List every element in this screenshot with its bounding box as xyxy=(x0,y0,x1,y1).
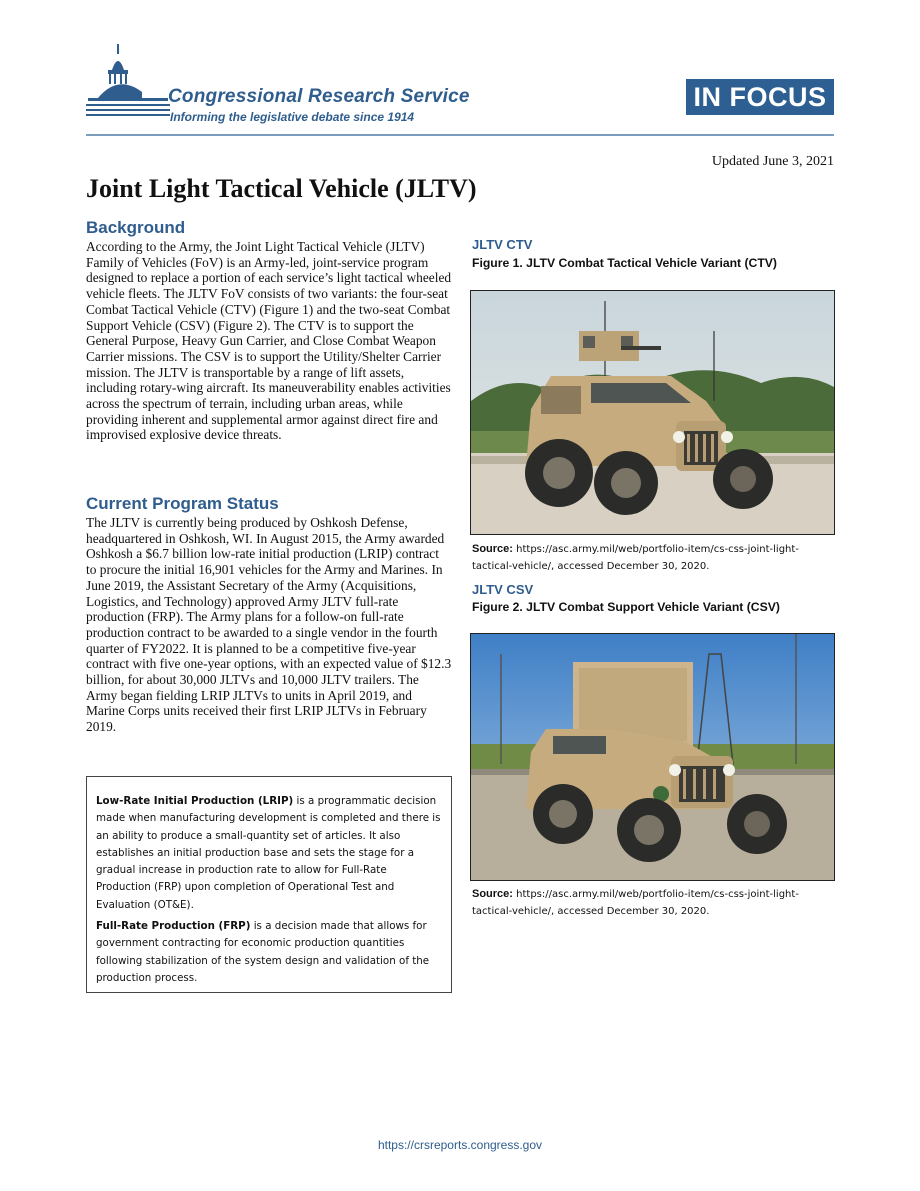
ctv-vehicle-image-icon xyxy=(471,291,834,534)
org-name: Congressional Research Service xyxy=(168,86,470,107)
lrip-text: is a programmatic decision made when manufacturing development is completed and there is an ability to produce a small-quantity set of articles. It also establishes an initial production base and sets the stage for a gradual increase in production rate to allow for Full-Rate Production (FRP) upon completion of Operational Test and Evaluation (OT&E). xyxy=(96,795,441,911)
program-status-paragraph: The JLTV is currently being produced by Oshkosh Defense, headquartered in Oshkosh, WI. In August 2015, the Army awarded Oshkosh a $6.7 billion low-rate initial production (LRIP) contract to procure the initial 16,901 vehicles for the Army and Marines. In June 2019, the Assistant Secretary of the Army (Acquisitions, Logistics, and Technology) approved Army JLTV full-rate production (FRP). The Army plans for a follow-on full-rate production contract to be awarded to a single vendor in the fourth quarter of FY2022. It is planned to be a competitive five-year contract with five one-year options, with an expected value of $12.3 billion, for about 30,000 JLTVs and 10,000 JLTV trailers. The Army began fielding LRIP JLTVs to units in April 2019, and Marine Corps units received their first LRIP JLTVs in February 2019. xyxy=(86,515,452,735)
figure2-source-label: Source: xyxy=(472,888,513,900)
org-tagline: Informing the legislative debate since 1914 xyxy=(170,110,415,124)
frp-definition xyxy=(96,918,444,987)
figure2-source xyxy=(472,886,834,920)
capitol-dome-logo-icon xyxy=(86,40,176,130)
frp-term: Full-Rate Production (FRP) xyxy=(96,920,251,933)
figure2-caption: Figure 2. JLTV Combat Support Vehicle Variant (CSV) xyxy=(472,600,780,614)
background-heading: Background xyxy=(86,218,186,237)
header-divider xyxy=(86,134,834,136)
frp-text: is a decision made that allows for government contracting for economic production quantities following stabilization of the system design and validation of the production process. xyxy=(96,920,430,984)
background-paragraph: According to the Army, the Joint Light Tactical Vehicle (JLTV) Family of Vehicles (FoV) is an Army-led, joint-service program designed to replace a portion of each service’s light tactical wheeled vehicle fleets. The JLTV FoV consists of two variants: the four-seat Combat Tactical Vehicle (CTV) (Figure 1) and the two-seat Combat Support Vehicle (CSV) (Figure 2). The CTV is to support the General Purpose, Heavy Gun Carrier, and Close Combat Weapon Carrier missions. The CSV is to support the Utility/Shelter Carrier mission. The JLTV is transportable by a range of lift assets, including rotary-wing aircraft. Its maneuverability enables activities across the spectrum of terrain, including urban areas, while providing inherent and supplemental armor against direct fire and improvised explosive device threats. xyxy=(86,239,452,443)
definitions-box xyxy=(86,776,452,993)
lrip-term: Low-Rate Initial Production (LRIP) xyxy=(96,795,294,807)
in-focus-badge: IN FOCUS xyxy=(686,79,834,115)
figure2-heading: JLTV CSV xyxy=(472,582,534,597)
csv-vehicle-image-icon xyxy=(471,634,834,880)
figure1-heading: JLTV CTV xyxy=(472,237,533,252)
lrip-definition xyxy=(96,793,444,914)
figure1-caption: Figure 1. JLTV Combat Tactical Vehicle Variant (CTV) xyxy=(472,256,777,270)
figure1-source-text: https://asc.army.mil/web/portfolio-item/cs-css-joint-light-tactical-vehicle/, accessed December 30, 2020. xyxy=(472,544,799,572)
ctv-vehicle-photo xyxy=(470,290,835,535)
updated-date: Updated June 3, 2021 xyxy=(711,154,834,169)
program-status-heading: Current Program Status xyxy=(86,494,279,513)
figure2-source-text: https://asc.army.mil/web/portfolio-item/cs-css-joint-light-tactical-vehicle/, accessed December 30, 2020. xyxy=(472,889,799,917)
figure1-source xyxy=(472,541,834,575)
page-title: Joint Light Tactical Vehicle (JLTV) xyxy=(86,174,477,203)
figure1-source-label: Source: xyxy=(472,543,513,555)
csv-vehicle-photo xyxy=(470,633,835,881)
footer-link[interactable]: https://crsreports.congress.gov xyxy=(377,1138,543,1152)
